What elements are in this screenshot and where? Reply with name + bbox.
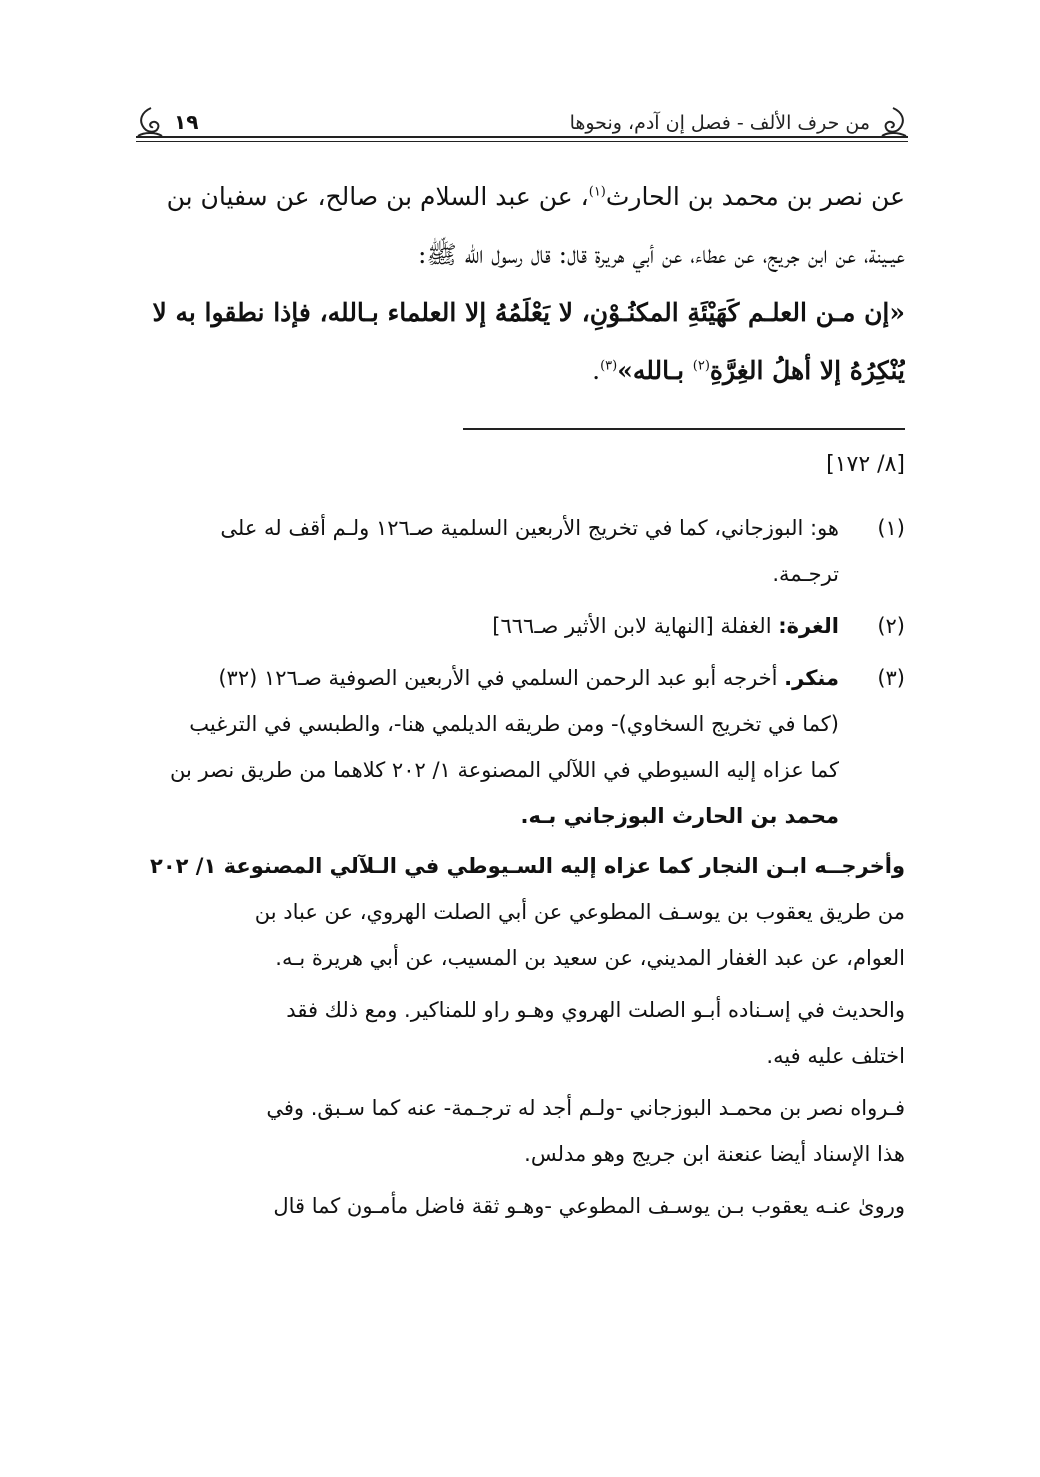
hadith-text-line: «إن مـن العلـم كَهَيْئَةِ المكنُـوْنِ، لا يَعْلَمُهُ إلا العلماء بـالله، فإذا نطقوا به لا (152, 298, 905, 327)
footnote-line: العوام، عن عبد الغفار المديني، عن سعيد بن المسيب، عن أبي هريرة بـه. (275, 946, 905, 970)
footnote-line: اختلف عليه فيه. (766, 1044, 905, 1068)
main-line: عيـينة، عن ابن جريج، عن عطاء، عن أبي هريرة قال: قال رسول الله ﷺ: (418, 240, 905, 269)
source-reference: [٨/ ١٧٢] (826, 452, 905, 477)
footnote-1 (130, 505, 905, 597)
header-rule-thin (136, 141, 908, 142)
footnote-line: فـرواه نصر بن محمـد البوزجاني -ولـم أجد له ترجـمة- عنه كما سـبق. وفي (266, 1096, 905, 1120)
footnote-line: هو: البوزجاني، كما في تخريج الأربعين السلمية صـ١٢٦ ولـم أقف له على (220, 516, 839, 540)
footnote-line: منكر. أخرجه أبو عبد الرحمن السلمي في الأربعين الصوفية صـ١٢٦ (٣٢) (218, 666, 839, 690)
footnote-number: (٣) (877, 666, 905, 690)
footnote-number: (٢) (877, 614, 905, 638)
footnote-line: الغرة: الغفلة [النهاية لابن الأثير صـ٦٦٦] (492, 614, 839, 638)
footnote-line: من طريق يعقوب بن يوسـف المطوعي عن أبي الصلت الهروي، عن عباد بن (254, 900, 905, 924)
footnote-2 (130, 603, 905, 649)
main-text (130, 168, 905, 400)
footnotes (130, 505, 905, 1229)
running-title: من حرف الألف - فصل إن آدم، ونحوها (569, 112, 870, 134)
footnote-line: هذا الإسناد أيضا عنعنة ابن جريج وهو مدلس. (524, 1142, 905, 1166)
page-number: ١٩ (174, 110, 199, 134)
footnote-marker[interactable]: (٢) (692, 358, 710, 374)
footnote-marker[interactable]: (١) (588, 184, 606, 200)
footnote-line: كما عزاه إليه السيوطي في اللآلي المصنوعة ١/ ٢٠٢ كلاهما من طريق نصر بن (170, 758, 839, 782)
footnote-3-continuation (130, 843, 905, 1229)
footnote-separator (463, 428, 905, 430)
running-header (130, 100, 910, 150)
footnote-line: وروىٰ عنـه يعقوب بـن يوسـف المطوعي -وهـو ثقة فاضل مأمـون كما قال (273, 1194, 905, 1218)
header-rule (136, 136, 908, 138)
footnote-number: (١) (877, 516, 905, 540)
footnote-marker[interactable]: (٣) (600, 358, 618, 374)
hadith-text-line: يُنْكِرُهُ إلا أهلُ الغِرَّةِ$^{(٢)}$ بـالله»$^{(٣)}$. (592, 356, 905, 385)
footnote-line: (كما في تخريج السخاوي)- ومن طريقه الديلمي هنا-، والطبسي في الترغيب (189, 712, 839, 736)
footnote-line: محمد بن الحارث البوزجاني بـه. (520, 804, 839, 828)
footnote-line: ترجـمة. (772, 562, 839, 586)
footnote-line: وأخرجــه ابـن النجار كما عزاه إليه السـيوطي في الـلآلي المصنوعة ١/ ٢٠٢ (150, 854, 905, 878)
ornament-right-icon (878, 106, 908, 138)
ornament-left-icon (136, 106, 166, 138)
footnote-line: والحديث في إسـناده أبـو الصلت الهروي وهـو راو للمناكير. ومع ذلك فقد (286, 998, 905, 1022)
footnote-3 (130, 655, 905, 839)
main-line: عن نصر بن محمد بن الحارث$^{(١)}$، عن عبد السلام بن صالح، عن سفيان بن (166, 182, 905, 211)
